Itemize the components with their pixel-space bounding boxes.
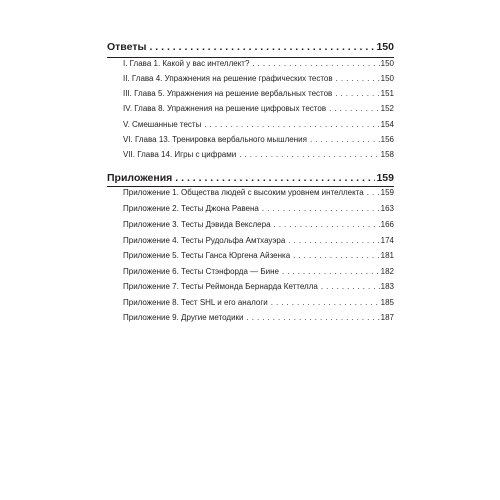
toc-item-page: 156 [380, 135, 394, 144]
dot-leader [288, 236, 379, 245]
toc-item[interactable] [123, 298, 394, 307]
dot-leader [262, 204, 380, 213]
toc-section-answers[interactable] [107, 41, 394, 53]
dot-leader [310, 135, 380, 144]
dot-leader [335, 89, 379, 98]
toc-item[interactable] [123, 89, 394, 98]
toc-section-title: Ответы [107, 41, 147, 53]
toc-item[interactable] [123, 204, 394, 213]
toc-item-page: 158 [380, 150, 394, 159]
toc-item-title: Приложение 8. Тест SHL и его аналоги [123, 298, 268, 307]
toc-item-page: 150 [380, 59, 394, 68]
toc-item-title: VII. Глава 14. Игры с цифрами [123, 150, 237, 159]
toc-item[interactable] [123, 74, 394, 83]
toc-item-page: 151 [380, 89, 394, 98]
dot-leader [204, 120, 379, 129]
section-divider [107, 57, 394, 58]
toc-item-page: 166 [380, 220, 394, 229]
toc-item-page: 181 [380, 251, 394, 260]
dot-leader [321, 282, 380, 291]
toc-item-page: 159 [380, 188, 394, 197]
toc-section-page: 159 [376, 172, 394, 184]
toc-item-title: IV. Глава 8. Упражнения на решение цифровых тестов [123, 104, 327, 113]
toc-item[interactable] [123, 150, 394, 159]
toc-item-title: Приложение 5. Тесты Ганса Юргена Айзенка [123, 251, 291, 260]
toc-item-title: VI. Глава 13. Тренировка вербального мышления [123, 135, 307, 144]
section-divider [107, 186, 394, 187]
toc-item[interactable] [123, 59, 394, 68]
toc-item-title: Приложение 9. Другие методики [123, 313, 244, 322]
toc-item-title: Приложение 2. Тесты Джона Равена [123, 204, 259, 213]
toc-item-title: V. Смешанные тесты [123, 120, 202, 129]
toc-item-title: Приложение 1. Общества людей с высоким уровнем интеллекта [123, 188, 364, 197]
toc-item[interactable] [123, 104, 394, 113]
toc-item[interactable] [123, 313, 394, 322]
dot-leader [247, 313, 380, 322]
dot-leader [175, 172, 375, 184]
toc-item-title: I. Глава 1. Какой у вас интеллект? [123, 59, 250, 68]
toc-item-title: Приложение 4. Тесты Рудольфа Амтхауэра [123, 236, 286, 245]
toc-item-title: III. Глава 5. Упражнения на решение вербальных тестов [123, 89, 333, 98]
dot-leader [329, 104, 380, 113]
toc-section-appendices[interactable] [107, 172, 394, 184]
dot-leader [271, 298, 380, 307]
toc-item-page: 152 [380, 104, 394, 113]
toc-item-page: 154 [380, 120, 394, 129]
toc-item[interactable] [123, 236, 394, 245]
toc-item[interactable] [123, 282, 394, 291]
toc-item-title: II. Глава 4. Упражнения на решение графических тестов [123, 74, 333, 83]
toc-item[interactable] [123, 220, 394, 229]
toc-item-page: 150 [380, 74, 394, 83]
toc-section-title: Приложения [107, 172, 173, 184]
dot-leader [293, 251, 379, 260]
toc-item-page: 182 [380, 267, 394, 276]
toc-item-title: Приложение 3. Тесты Дэвида Векслера [123, 220, 271, 229]
toc-item-page: 187 [380, 313, 394, 322]
dot-leader [282, 267, 380, 276]
dot-leader [252, 59, 379, 68]
dot-leader [149, 41, 375, 53]
toc-item-title: Приложение 7. Тесты Реймонда Бернарда Кеттелла [123, 282, 318, 291]
toc-item-title: Приложение 6. Тесты Стэнфорда — Бине [123, 267, 279, 276]
toc-item-page: 183 [380, 282, 394, 291]
toc-item-page: 185 [380, 298, 394, 307]
toc-item[interactable] [123, 251, 394, 260]
toc-section-page: 150 [376, 41, 394, 53]
dot-leader [274, 220, 380, 229]
toc-item[interactable] [123, 188, 394, 197]
toc-item[interactable] [123, 267, 394, 276]
toc-item[interactable] [123, 120, 394, 129]
toc-item[interactable] [123, 135, 394, 144]
dot-leader [367, 188, 380, 197]
dot-leader [239, 150, 379, 159]
toc-item-page: 174 [380, 236, 394, 245]
toc-item-page: 163 [380, 204, 394, 213]
dot-leader [336, 74, 380, 83]
